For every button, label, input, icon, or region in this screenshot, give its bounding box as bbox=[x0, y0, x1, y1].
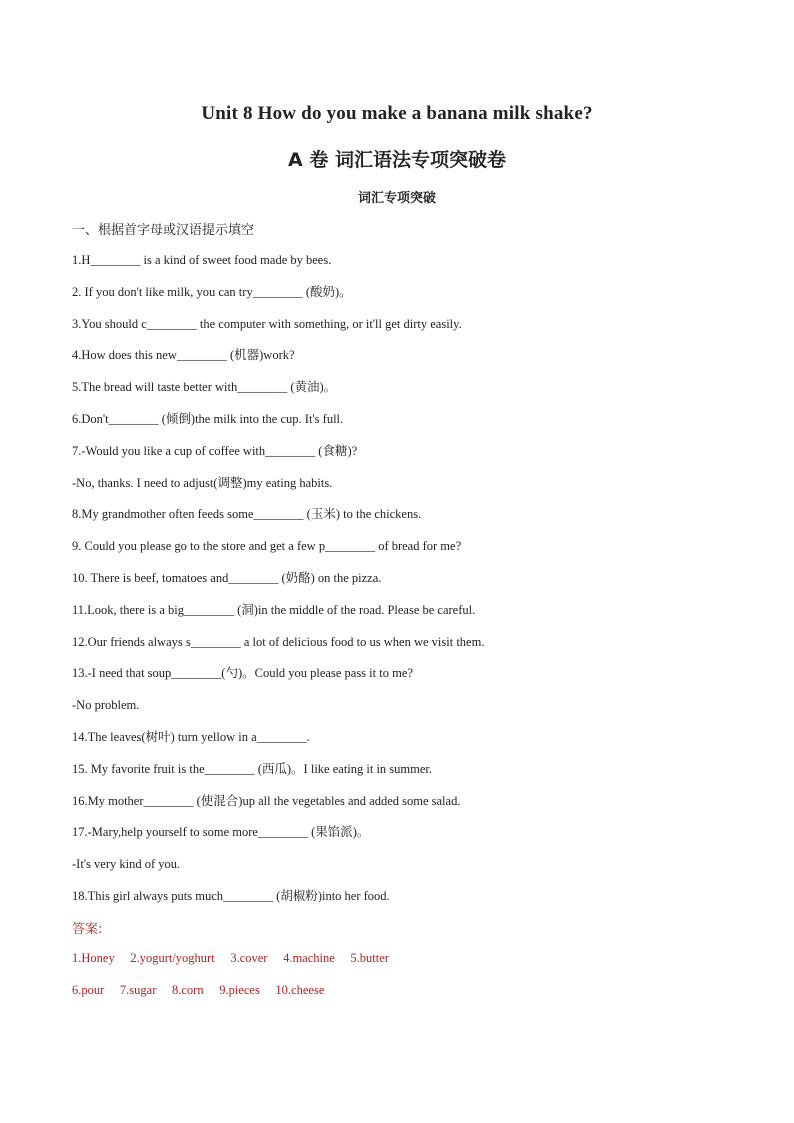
question-line: 18.This girl always puts much________ (胡椒粉)into her food. bbox=[72, 888, 390, 903]
document-subtitle: A 卷 词汇语法专项突破卷 bbox=[288, 149, 506, 171]
question-line: 2. If you don't like milk, you can try________ (酸奶)。 bbox=[72, 284, 352, 299]
question-line: 14.The leaves(树叶) turn yellow in a________. bbox=[72, 729, 310, 744]
question-line: 1.H________ is a kind of sweet food made by bees. bbox=[72, 253, 332, 267]
answers-line-1: 1.Honey 2.yogurt/yoghurt 3.cover 4.machine 5.butter bbox=[72, 951, 389, 965]
question-line: -No, thanks. I need to adjust(调整)my eating habits. bbox=[72, 475, 333, 490]
instruction-text: 一、根据首字母或汉语提示填空 bbox=[72, 223, 255, 238]
question-line: 6.Don't________ (倾倒)the milk into the cup. It's full. bbox=[72, 411, 344, 426]
question-line: 17.-Mary,help yourself to some more________ (果馅派)。 bbox=[72, 825, 370, 840]
question-line: 16.My mother________ (使混合)up all the vegetables and added some salad. bbox=[72, 793, 461, 808]
question-line: 4.How does this new________ (机器)work? bbox=[72, 348, 295, 363]
question-line: 11.Look, there is a big________ (洞)in the middle of the road. Please be careful. bbox=[72, 602, 476, 617]
question-line: 15. My favorite fruit is the________ (西瓜)。I like eating it in summer. bbox=[72, 761, 433, 776]
section-heading: 词汇专项突破 bbox=[357, 191, 436, 206]
question-line: 3.You should c________ the computer with something, or it'll get dirty easily. bbox=[72, 316, 462, 331]
answers-line-2: 6.pour 7.sugar 8.corn 9.pieces 10.cheese bbox=[72, 983, 325, 997]
question-line: 12.Our friends always s________ a lot of delicious food to us when we visit them. bbox=[72, 634, 485, 649]
question-line: -It's very kind of you. bbox=[72, 857, 181, 872]
question-line: 7.-Would you like a cup of coffee with________ (食糖)? bbox=[72, 443, 358, 458]
question-line: 9. Could you please go to the store and get a few p________ of bread for me? bbox=[72, 539, 462, 554]
answers-block bbox=[72, 948, 389, 1012]
question-line: 8.My grandmother often feeds some________ (玉米) to the chickens. bbox=[72, 507, 422, 522]
question-line: 5.The bread will taste better with________ (黄油)。 bbox=[72, 380, 337, 395]
question-line: 10. There is beef, tomatoes and________ (奶酪) on the pizza. bbox=[72, 570, 382, 585]
question-line: -No problem. bbox=[72, 698, 140, 713]
document-title: Unit 8 How do you make a banana milk shake? bbox=[201, 103, 593, 124]
question-list bbox=[72, 250, 752, 918]
answers-label: 答案: bbox=[72, 922, 103, 937]
question-line: 13.-I need that soup________(勺)。Could you please pass it to me? bbox=[72, 666, 413, 681]
